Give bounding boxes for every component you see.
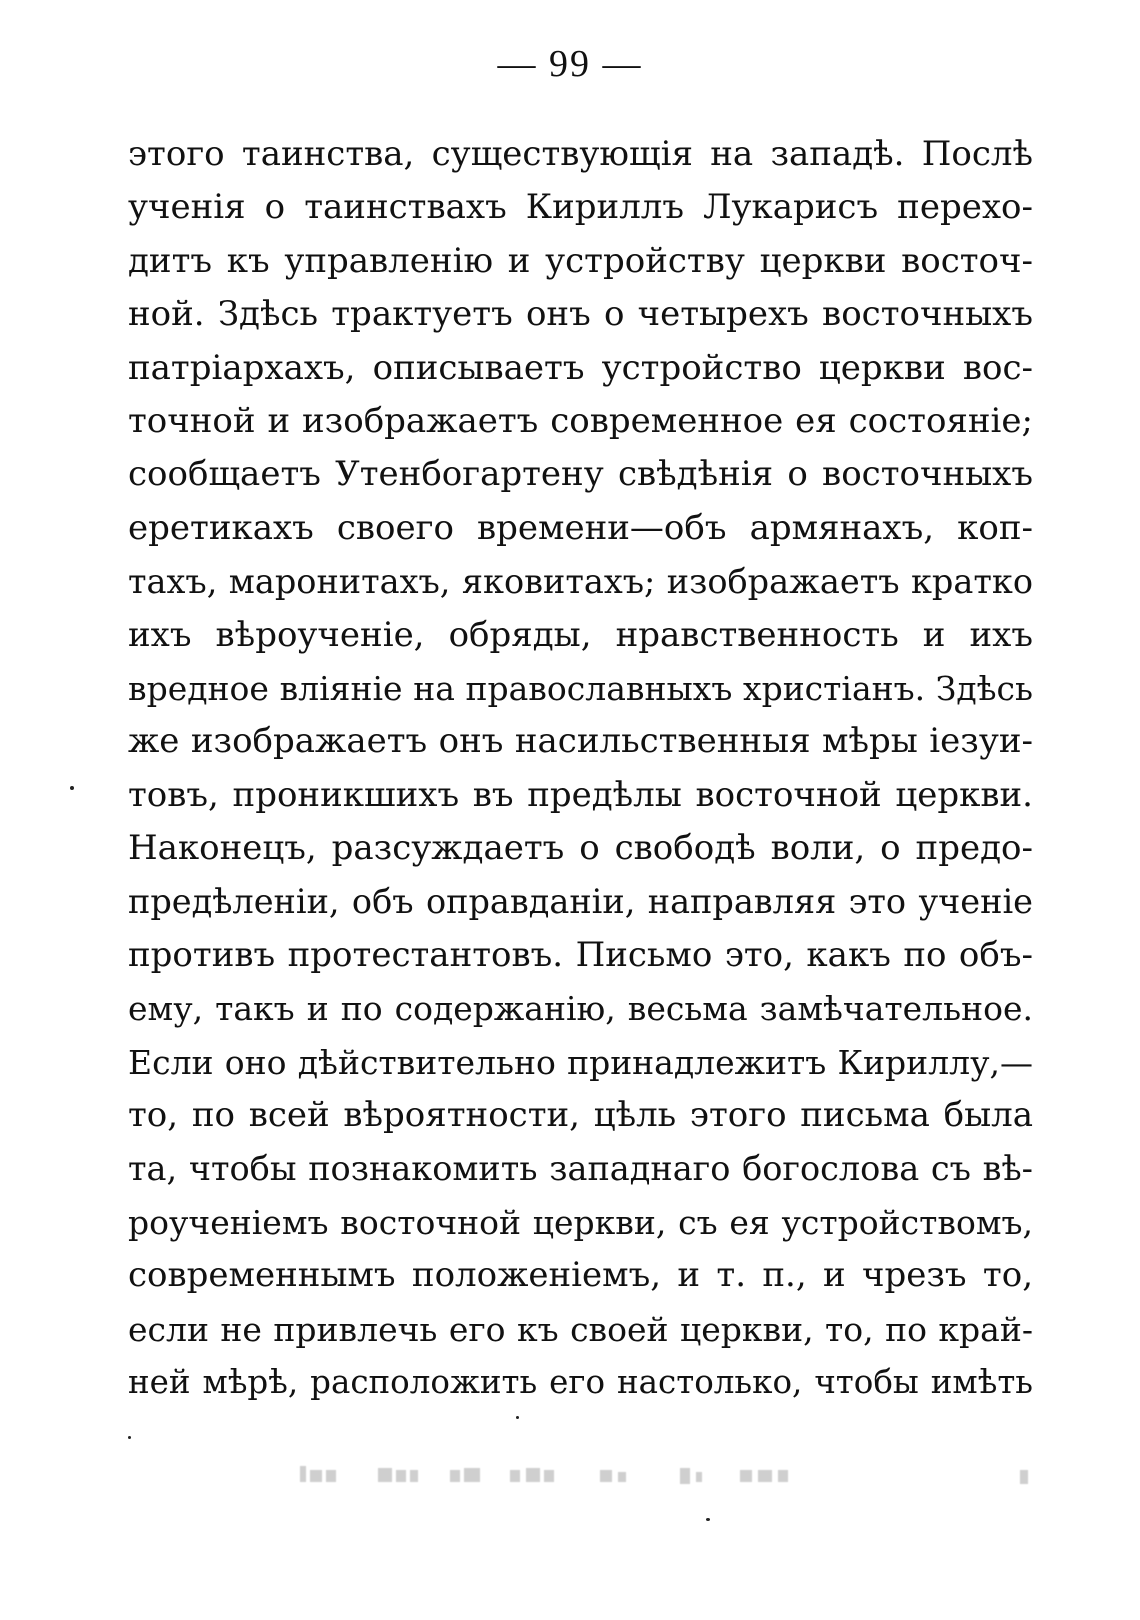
text-line: сообщаетъ Утенбогартену свѣдѣнія о восточныхъ — [128, 454, 1033, 495]
scan-speck — [516, 1416, 519, 1419]
text-line: товъ, проникшихъ въ предѣлы восточной церкви. — [128, 774, 1033, 815]
scan-speck — [706, 1518, 710, 1521]
text-line: дитъ къ управленію и устройству церкви восточ- — [128, 240, 1033, 281]
page-number: — 99 — — [497, 43, 643, 85]
bleed-through-marks — [300, 1452, 1040, 1492]
text-line: этого таинства, существующія на западѣ. Послѣ — [128, 134, 1033, 174]
text-line: точной и изображаетъ современное ея состояніе; — [128, 400, 1033, 441]
text-line: же изображаетъ онъ насильственныя мѣры іезуи- — [128, 721, 1033, 762]
text-line: патріархахъ, описываетъ устройство церкви вос- — [128, 347, 1033, 388]
text-line: противъ протестантовъ. Письмо это, какъ по объ- — [128, 934, 1033, 975]
text-line: вредное вліяніе на православныхъ христіанъ. Здѣсь — [128, 668, 1033, 708]
text-line: ней мѣрѣ, расположить его настолько, чтобы имѣть — [128, 1362, 1033, 1401]
scan-speck — [128, 1436, 131, 1439]
bleed-through-text — [300, 1452, 1040, 1499]
text-line: если не привлечь его къ своей церкви, то, по край- — [128, 1309, 1033, 1349]
text-line: роученіемъ восточной церкви, съ ея устройствомъ, — [128, 1202, 1033, 1242]
text-line: ученія о таинствахъ Кириллъ Лукарисъ перехо- — [128, 187, 1033, 228]
text-line: ихъ вѣроученіе, обряды, нравственность и ихъ — [128, 614, 1033, 655]
body-text — [128, 128, 1033, 1409]
text-line: тахъ, маронитахъ, яковитахъ; изображаетъ кратко — [128, 562, 1033, 602]
text-line: Если оно дѣйствительно принадлежитъ Кириллу,— — [128, 1042, 1033, 1082]
text-line: современнымъ положеніемъ, и т. п., и чрезъ то, — [128, 1255, 1033, 1296]
text-line: еретикахъ своего времени—объ армянахъ, коп- — [128, 507, 1033, 548]
text-line: то, по всей вѣроятности, цѣль этого письма была — [128, 1095, 1033, 1136]
text-line: Наконецъ, разсуждаетъ о свободѣ воли, о предо- — [128, 828, 1033, 869]
text-line: ной. Здѣсь трактуетъ онъ о четырехъ восточныхъ — [128, 294, 1033, 335]
text-line: та, чтобы познакомить западнаго богослова съ вѣ- — [128, 1149, 1033, 1189]
text-line: ему, такъ и по содержанію, весьма замѣчательное. — [128, 989, 1033, 1029]
scan-speck — [70, 786, 74, 790]
text-line: предѣленіи, объ оправданіи, направляя это ученіе — [128, 882, 1033, 922]
